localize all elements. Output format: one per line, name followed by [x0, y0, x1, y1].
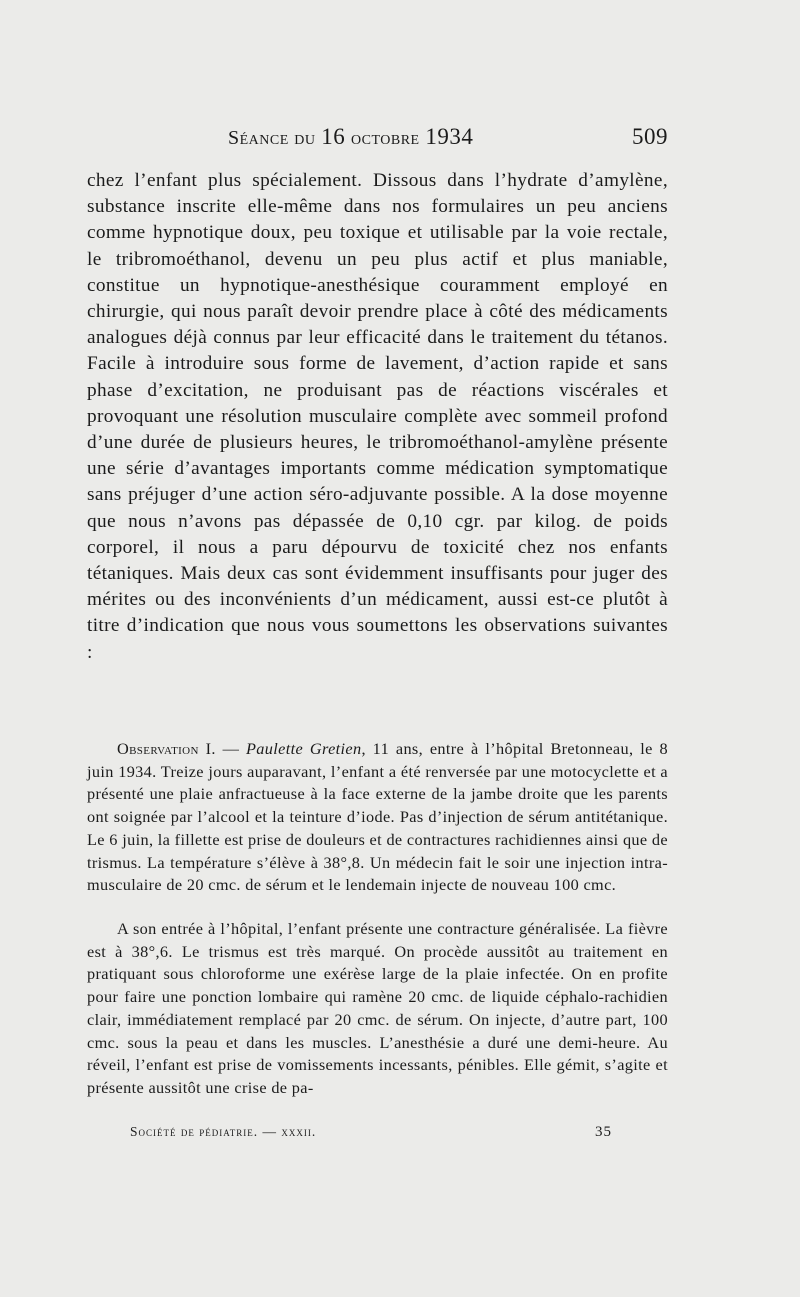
observation-label: Observation I. — [117, 739, 216, 758]
running-title — [228, 124, 473, 150]
observation-intro-text: , 11 ans, entre à l’hôpital Bretonneau, le 8 juin 1934. Treize jours auparavant, l’enfant a été renversée par une motocyclette et a présenté une plaie anfractueuse à la face externe de la jambe droite que les parents ont soignée par l’alcool et la teinture d’iode. Pas d’injection de sérum antitétanique. Le 6 juin, la fillette est prise de douleurs et de contractures rachidiennes ainsi que de trismus. La température s’élève à 38°,8. Un médecin fait le soir une injection intra-musculaire de 20 cmc. de sérum et le lendemain injecte de nouveau 100 cmc. — [87, 739, 668, 895]
running-title-day: 16 — [321, 124, 346, 149]
observation-paragraph-2: A son entrée à l’hôpital, l’enfant présente une contracture généralisée. La fièvre est à 38°,6. Le trismus est très marqué. On procède aussitôt au traitement en pratiquant sous chloroforme une exérèse large de la plaie infectée. On en profite pour faire une ponction lombaire qui ramène 20 cmc. de liquide céphalo-rachidien clair, immédiatement remplacé par 20 cmc. de sérum. On injecte, d’autre part, 100 cmc. sous la peau et dans les muscles. L’anesthésie a duré une demi-heure. Au réveil, l’enfant est prise de vomissements incessants, pénibles. Elle gémit, s’agite et présente aussitôt une crise de pa- — [87, 919, 668, 1097]
main-paragraph: chez l’enfant plus spécialement. Dissous dans l’hydrate d’amylène, substance inscrite elle-même dans nos formulaires un peu anciens comme hypnotique doux, peu toxique et utilisable par la voie rectale, le tribromoéthanol, devenu un peu plus actif et plus maniable, constitue un hypnotique-anesthésique couramment employé en chirurgie, qui nous paraît devoir prendre place à côté des médicaments analogues déjà connus par leur efficacité dans le traitement du tétanos. Facile à introduire sous forme de lavement, d’action rapide et sans phase d’excitation, ne produisant pas de réactions viscérales et provoquant une résolution musculaire complète avec sommeil profond d’une durée de plusieurs heures, le tribromoéthanol-amylène présente une série d’avantages importants comme médication symptomatique sans préjuger d’une action séro-adjuvante possible. A la dose moyenne que nous n’avons pas dépassée de 0,10 cgr. par kilog. de poids corporel, il nous a paru dépourvu de toxicité chez nos enfants tétaniques. Mais deux cas sont évidemment insuffisants pour juger des mérites ou des inconvénients d’un médicament, aussi est-ce plutôt à titre d’indication que nous vous soumettons les observations suivantes : — [87, 170, 668, 663]
page-footer — [130, 1124, 612, 1146]
running-header — [228, 124, 668, 154]
observation-paragraph-1 — [87, 738, 668, 897]
gathering-signature: 35 — [595, 1124, 612, 1140]
running-title-seance: Séance du — [228, 127, 316, 149]
page-number: 509 — [632, 124, 668, 149]
running-title-month: octobre — [351, 127, 420, 149]
journal-signature: Société de pédiatrie. — xxxii. — [130, 1124, 317, 1139]
observation-patient-name: Paulette Gretien — [246, 739, 362, 758]
running-title-year: 1934 — [425, 124, 474, 149]
observation-dash: — — [215, 739, 247, 758]
